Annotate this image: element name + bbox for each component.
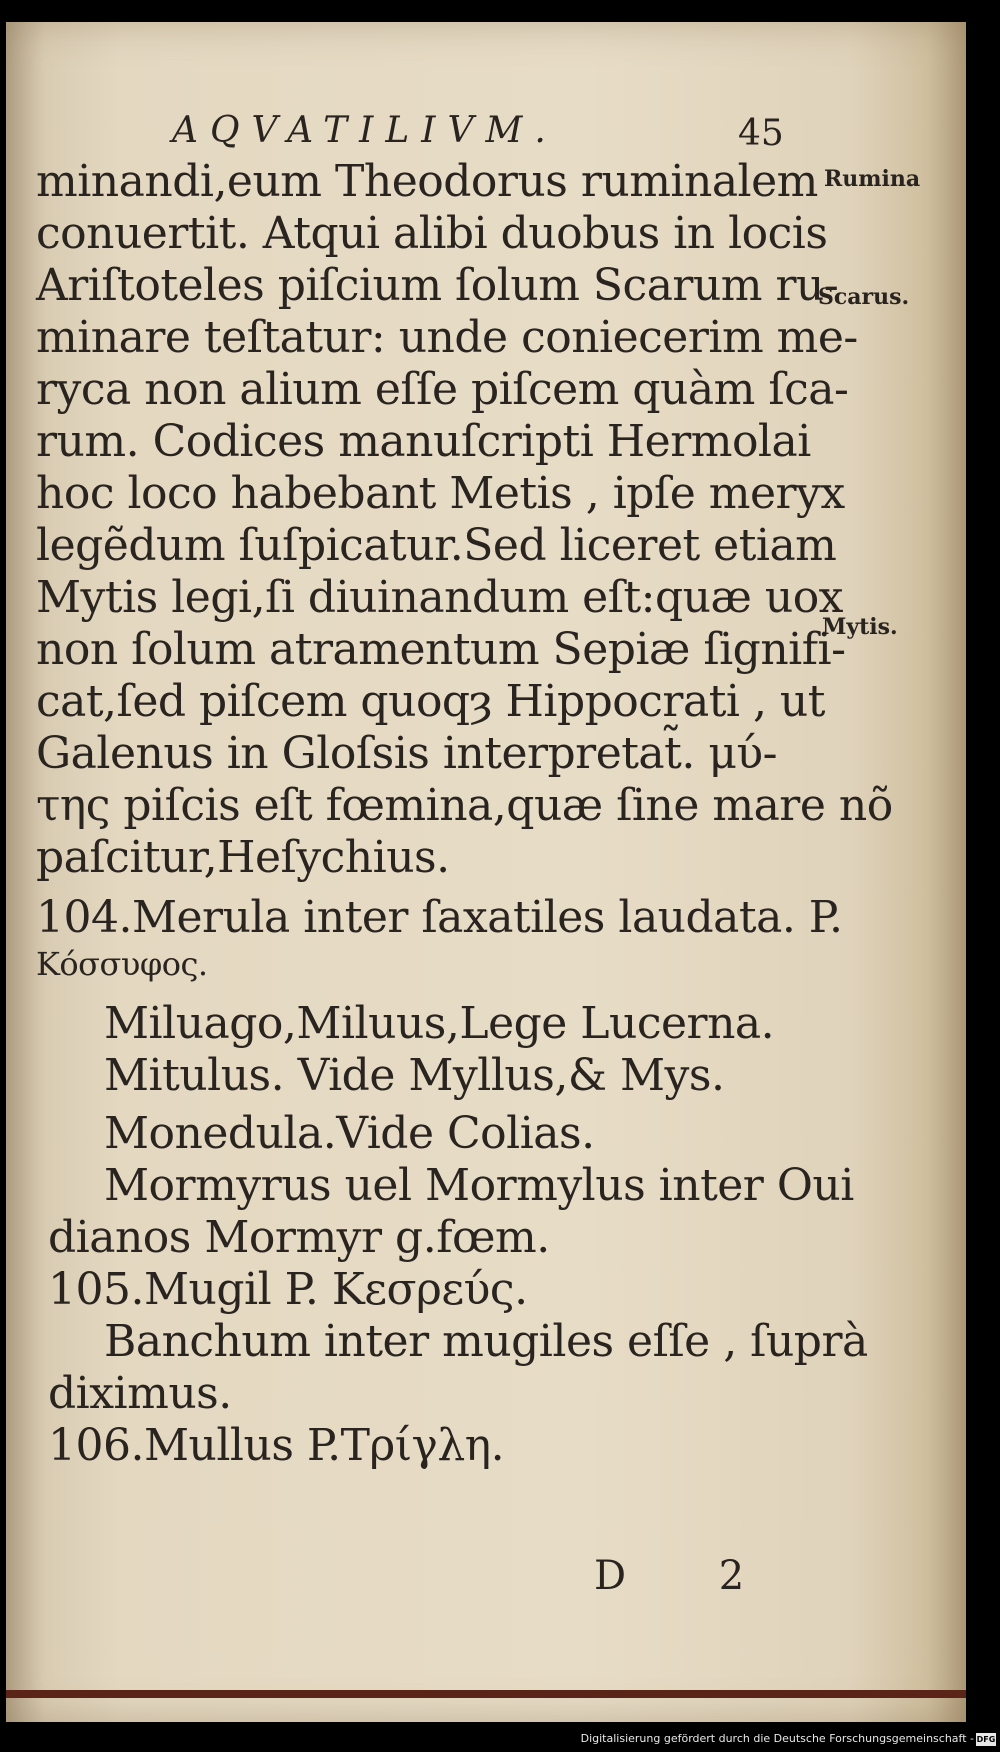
text-line: Monedula.Vide Colias.: [104, 1108, 595, 1159]
text-line: dianos Mormyr g.fœm.: [48, 1212, 550, 1263]
text-line: Mytis legi,ſi diuinandum eſt:quæ uox: [36, 572, 843, 623]
margin-note-ruminalis: Rumina: [824, 166, 921, 192]
text-line: 105.Mugil P. Κεσρεύς.: [48, 1264, 528, 1315]
text-line: 106.Mullus P.Τρίγλη.: [48, 1420, 505, 1471]
digitization-footer: [0, 1728, 1000, 1752]
text-line: legẽdum ſuſpicatur.Sed liceret etiam: [36, 520, 837, 571]
margin-note-mytis: Mytis.: [822, 614, 898, 640]
page-number: 45: [738, 113, 784, 154]
text-line: 104.Merula inter ſaxatiles laudata. P.: [36, 892, 843, 943]
text-line: diximus.: [48, 1368, 232, 1419]
text-line: non ſolum atramentum Sepiæ ſignifi-: [36, 624, 846, 675]
text-line: minandi,eum Theodorus ruminalem: [36, 156, 818, 207]
greek-term-line: Κόσσυφος.: [36, 945, 208, 983]
running-head: AQVATILIVM.: [172, 110, 558, 151]
page-bottom-edge: [6, 1690, 966, 1698]
text-line: Galenus in Gloſsis interpretat̃. μύ-: [36, 728, 778, 779]
text-line: rum. Codices manuſcripti Hermolai: [36, 416, 811, 467]
text-line: minare teſtatur: unde coniecerim me-: [36, 312, 858, 363]
text-line: paſcitur,Heſychius.: [36, 832, 450, 883]
margin-note-scarus: Scarus.: [818, 284, 910, 310]
text-line: Banchum inter mugiles eſſe , ſuprà: [104, 1316, 868, 1367]
text-line: Ariſtoteles piſcium ſolum Scarum ru-: [36, 260, 839, 311]
text-line: hoc loco habebant Metis , ipſe meryx: [36, 468, 845, 519]
text-line: Mitulus. Vide Myllus,& Mys.: [104, 1050, 725, 1101]
text-line: Mormyrus uel Mormylus inter Oui: [104, 1160, 854, 1211]
signature-mark: D 2: [594, 1553, 785, 1599]
text-line: της piſcis eſt fœmina,quæ ſine mare nõ: [36, 780, 893, 831]
footer-credit: Digitalisierung gefördert durch die Deutsche Forschungsgemeinschaft -: [580, 1732, 974, 1745]
text-line: ryca non alium eſſe piſcem quàm ſca-: [36, 364, 849, 415]
text-line: Miluago,Miluus,Lege Lucerna.: [104, 998, 775, 1049]
text-line: cat,ſed piſcem quoqȝ Hippocrati , ut: [36, 676, 825, 727]
text-line: conuertit. Atqui alibi duobus in locis: [36, 208, 828, 259]
dfg-logo: DFG: [976, 1735, 996, 1744]
